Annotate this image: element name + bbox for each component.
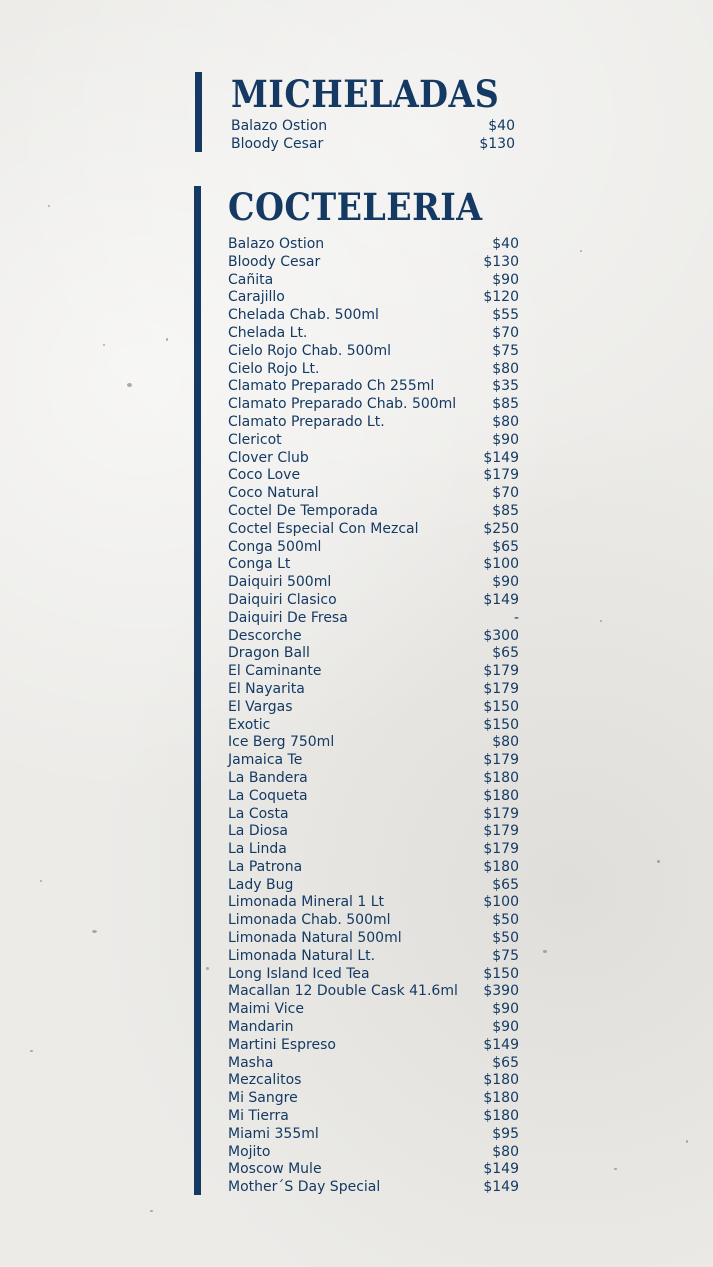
cocteleria-section bbox=[194, 186, 524, 1196]
menu-item-name: Maimi Vice bbox=[228, 1001, 304, 1018]
menu-item-name: Macallan 12 Double Cask 41.6ml bbox=[228, 983, 458, 1000]
menu-item-price: $85 bbox=[492, 502, 519, 519]
menu-item-name: Limonada Mineral 1 Lt bbox=[228, 894, 385, 911]
menu-item-name: Ice Berg 750ml bbox=[228, 734, 335, 751]
menu-item-price: $90 bbox=[492, 574, 519, 591]
menu-item-name: Mojito bbox=[228, 1143, 271, 1160]
menu-item bbox=[228, 592, 519, 610]
menu-item-name: Coctel Especial Con Mezcal bbox=[228, 520, 419, 537]
menu-item bbox=[228, 610, 519, 628]
menu-item-name: Chelada Chab. 500ml bbox=[228, 307, 379, 324]
menu-item-price: $149 bbox=[483, 449, 519, 466]
menu-item bbox=[228, 841, 519, 859]
menu-item bbox=[228, 254, 519, 272]
section-title: MICHELADAS bbox=[231, 72, 500, 116]
menu-item-price: $150 bbox=[483, 965, 519, 982]
menu-item bbox=[228, 432, 519, 450]
menu-item bbox=[228, 1161, 519, 1179]
menu-item bbox=[228, 1090, 519, 1108]
menu-item-price: $80 bbox=[492, 413, 519, 430]
menu-item-name: Daiquiri Clasico bbox=[228, 591, 337, 608]
menu-item-name: Cielo Rojo Chab. 500ml bbox=[228, 342, 392, 359]
menu-item bbox=[228, 894, 519, 912]
menu-item-name: La Linda bbox=[228, 841, 287, 858]
menu-item bbox=[228, 574, 519, 592]
menu-item bbox=[228, 450, 519, 468]
menu-item-name: Conga Lt bbox=[228, 556, 291, 573]
menu-item bbox=[228, 681, 519, 699]
menu-item-price: $180 bbox=[483, 1090, 519, 1107]
menu-item-price: $90 bbox=[492, 271, 519, 288]
menu-item bbox=[228, 645, 519, 663]
menu-item-price: $95 bbox=[492, 1125, 519, 1142]
menu-item bbox=[228, 503, 519, 521]
menu-item-price: $179 bbox=[483, 805, 519, 822]
menu-item bbox=[228, 1019, 519, 1037]
menu-item-price: $75 bbox=[492, 342, 519, 359]
menu-item-name: Conga 500ml bbox=[228, 538, 322, 555]
menu-item-price: $179 bbox=[483, 467, 519, 484]
menu-item-price: $100 bbox=[483, 894, 519, 911]
menu-item-price: $149 bbox=[483, 1179, 519, 1196]
menu-item-price: $70 bbox=[492, 485, 519, 502]
menu-item-price: $180 bbox=[483, 769, 519, 786]
menu-item-price: - bbox=[513, 609, 519, 626]
menu-item-price: $149 bbox=[483, 591, 519, 608]
section-accent-bar bbox=[194, 186, 201, 1195]
menu-item bbox=[228, 1144, 519, 1162]
menu-item bbox=[228, 521, 519, 539]
menu-item-name: La Costa bbox=[228, 805, 289, 822]
menu-item-price: $35 bbox=[492, 378, 519, 395]
menu-item-name: Coctel De Temporada bbox=[228, 502, 379, 519]
menu-item-name: Limonada Natural Lt. bbox=[228, 947, 376, 964]
section-title: COCTELERIA bbox=[228, 185, 483, 229]
menu-item-price: $80 bbox=[492, 1143, 519, 1160]
menu-item-name: Mother´S Day Special bbox=[228, 1179, 381, 1196]
menu-item-name: Mi Sangre bbox=[228, 1090, 298, 1107]
menu-item bbox=[228, 396, 519, 414]
menu-item-price: $75 bbox=[492, 947, 519, 964]
menu-item-price: $130 bbox=[483, 253, 519, 270]
menu-item-price: $50 bbox=[492, 912, 519, 929]
menu-item bbox=[228, 770, 519, 788]
menu-item-price: $390 bbox=[483, 983, 519, 1000]
menu-item-name: El Vargas bbox=[228, 698, 293, 715]
menu-item-name: Bloody Cesar bbox=[231, 135, 324, 152]
menu-item bbox=[228, 343, 519, 361]
menu-item bbox=[228, 912, 519, 930]
menu-item bbox=[228, 1037, 519, 1055]
menu-item-price: $180 bbox=[483, 1072, 519, 1089]
menu-item bbox=[228, 539, 519, 557]
menu-item-price: $180 bbox=[483, 1108, 519, 1125]
micheladas-item-list bbox=[231, 118, 515, 154]
menu-item-name: Clericot bbox=[228, 431, 282, 448]
menu-item bbox=[228, 289, 519, 307]
menu-item-price: $100 bbox=[483, 556, 519, 573]
menu-item bbox=[228, 983, 519, 1001]
menu-item bbox=[228, 663, 519, 681]
menu-item-name: Descorche bbox=[228, 627, 302, 644]
menu-item bbox=[228, 556, 519, 574]
menu-item-name: Bloody Cesar bbox=[228, 253, 321, 270]
menu-item bbox=[228, 859, 519, 877]
menu-item-name: Long Island Iced Tea bbox=[228, 965, 370, 982]
menu-item bbox=[231, 118, 515, 136]
menu-item-price: $85 bbox=[492, 396, 519, 413]
menu-item bbox=[228, 699, 519, 717]
menu-item bbox=[228, 467, 519, 485]
menu-item bbox=[228, 717, 519, 735]
menu-item-name: El Caminante bbox=[228, 663, 322, 680]
menu-item-price: $250 bbox=[483, 520, 519, 537]
menu-item-name: El Nayarita bbox=[228, 680, 305, 697]
menu-item bbox=[228, 966, 519, 984]
menu-item-name: Chelada Lt. bbox=[228, 324, 308, 341]
menu-item-name: Cañita bbox=[228, 271, 274, 288]
menu-item-name: La Bandera bbox=[228, 769, 308, 786]
menu-item bbox=[228, 325, 519, 343]
menu-item-name: Moscow Mule bbox=[228, 1161, 322, 1178]
menu-item-name: La Diosa bbox=[228, 823, 288, 840]
menu-item-price: $90 bbox=[492, 1001, 519, 1018]
menu-item bbox=[228, 272, 519, 290]
menu-item-price: $40 bbox=[488, 118, 515, 134]
menu-item-price: $300 bbox=[483, 627, 519, 644]
menu-item bbox=[228, 930, 519, 948]
menu-item bbox=[228, 806, 519, 824]
menu-item-name: Masha bbox=[228, 1054, 274, 1071]
menu-item-price: $65 bbox=[492, 876, 519, 893]
menu-item-name: Daiquiri De Fresa bbox=[228, 609, 348, 626]
menu-item-price: $40 bbox=[492, 236, 519, 252]
menu-item-price: $149 bbox=[483, 1161, 519, 1178]
menu-item-name: Clamato Preparado Lt. bbox=[228, 413, 385, 430]
menu-item-price: $150 bbox=[483, 716, 519, 733]
menu-item-name: Lady Bug bbox=[228, 876, 294, 893]
menu-item-price: $180 bbox=[483, 787, 519, 804]
menu-item-price: $80 bbox=[492, 734, 519, 751]
menu-item-name: Carajillo bbox=[228, 289, 285, 306]
menu-item bbox=[228, 1055, 519, 1073]
menu-item bbox=[228, 361, 519, 379]
menu-item bbox=[228, 414, 519, 432]
menu-item-price: $179 bbox=[483, 663, 519, 680]
menu-item-price: $179 bbox=[483, 841, 519, 858]
menu-item bbox=[228, 1001, 519, 1019]
menu-item-name: Coco Love bbox=[228, 467, 301, 484]
menu-item-price: $150 bbox=[483, 698, 519, 715]
menu-item-price: $149 bbox=[483, 1036, 519, 1053]
menu-item bbox=[228, 1108, 519, 1126]
menu-item-name: Jamaica Te bbox=[228, 752, 303, 769]
menu-item-name: Mandarin bbox=[228, 1019, 294, 1036]
menu-item-price: $70 bbox=[492, 324, 519, 341]
menu-item bbox=[228, 752, 519, 770]
menu-item bbox=[228, 236, 519, 254]
menu-item-name: Mezcalitos bbox=[228, 1072, 302, 1089]
menu-item bbox=[228, 628, 519, 646]
menu-item-price: $179 bbox=[483, 680, 519, 697]
menu-item bbox=[228, 788, 519, 806]
menu-item-price: $90 bbox=[492, 1019, 519, 1036]
menu-item-name: La Patrona bbox=[228, 858, 303, 875]
menu-item-name: Clamato Preparado Ch 255ml bbox=[228, 378, 435, 395]
menu-item bbox=[228, 378, 519, 396]
menu-item-name: Mi Tierra bbox=[228, 1108, 289, 1125]
menu-item-price: $65 bbox=[492, 645, 519, 662]
menu-item-name: Cielo Rojo Lt. bbox=[228, 360, 320, 377]
menu-item-name: Exotic bbox=[228, 716, 271, 733]
menu-item bbox=[231, 136, 515, 154]
menu-item-name: Balazo Ostion bbox=[231, 118, 328, 134]
menu-item bbox=[228, 877, 519, 895]
menu-item-price: $50 bbox=[492, 930, 519, 947]
menu-item-price: $80 bbox=[492, 360, 519, 377]
menu-item-price: $180 bbox=[483, 858, 519, 875]
menu-item-name: Coco Natural bbox=[228, 485, 319, 502]
menu-item-price: $90 bbox=[492, 431, 519, 448]
menu-item-name: La Coqueta bbox=[228, 787, 308, 804]
menu-item-price: $120 bbox=[483, 289, 519, 306]
menu-item bbox=[228, 307, 519, 325]
section-accent-bar bbox=[195, 72, 202, 152]
menu-item-price: $65 bbox=[492, 1054, 519, 1071]
menu-item-name: Clamato Preparado Chab. 500ml bbox=[228, 396, 457, 413]
menu-item-price: $55 bbox=[492, 307, 519, 324]
menu-item-price: $130 bbox=[479, 135, 515, 152]
menu-item-price: $179 bbox=[483, 823, 519, 840]
menu-item bbox=[228, 948, 519, 966]
menu-item-name: Dragon Ball bbox=[228, 645, 310, 662]
menu-item bbox=[228, 823, 519, 841]
menu-item bbox=[228, 1072, 519, 1090]
micheladas-section bbox=[195, 72, 525, 152]
menu-item bbox=[228, 1179, 519, 1197]
menu-item bbox=[228, 734, 519, 752]
menu-item-price: $179 bbox=[483, 752, 519, 769]
menu-item-price: $65 bbox=[492, 538, 519, 555]
menu-item-name: Martini Espreso bbox=[228, 1036, 336, 1053]
menu-item-name: Limonada Chab. 500ml bbox=[228, 912, 391, 929]
menu-item bbox=[228, 485, 519, 503]
menu-item-name: Daiquiri 500ml bbox=[228, 574, 332, 591]
menu-item-name: Limonada Natural 500ml bbox=[228, 930, 402, 947]
menu-item-name: Balazo Ostion bbox=[228, 236, 325, 252]
menu-item-name: Clover Club bbox=[228, 449, 309, 466]
cocteleria-item-list bbox=[228, 236, 519, 1197]
menu-item bbox=[228, 1126, 519, 1144]
menu-item-name: Miami 355ml bbox=[228, 1125, 319, 1142]
